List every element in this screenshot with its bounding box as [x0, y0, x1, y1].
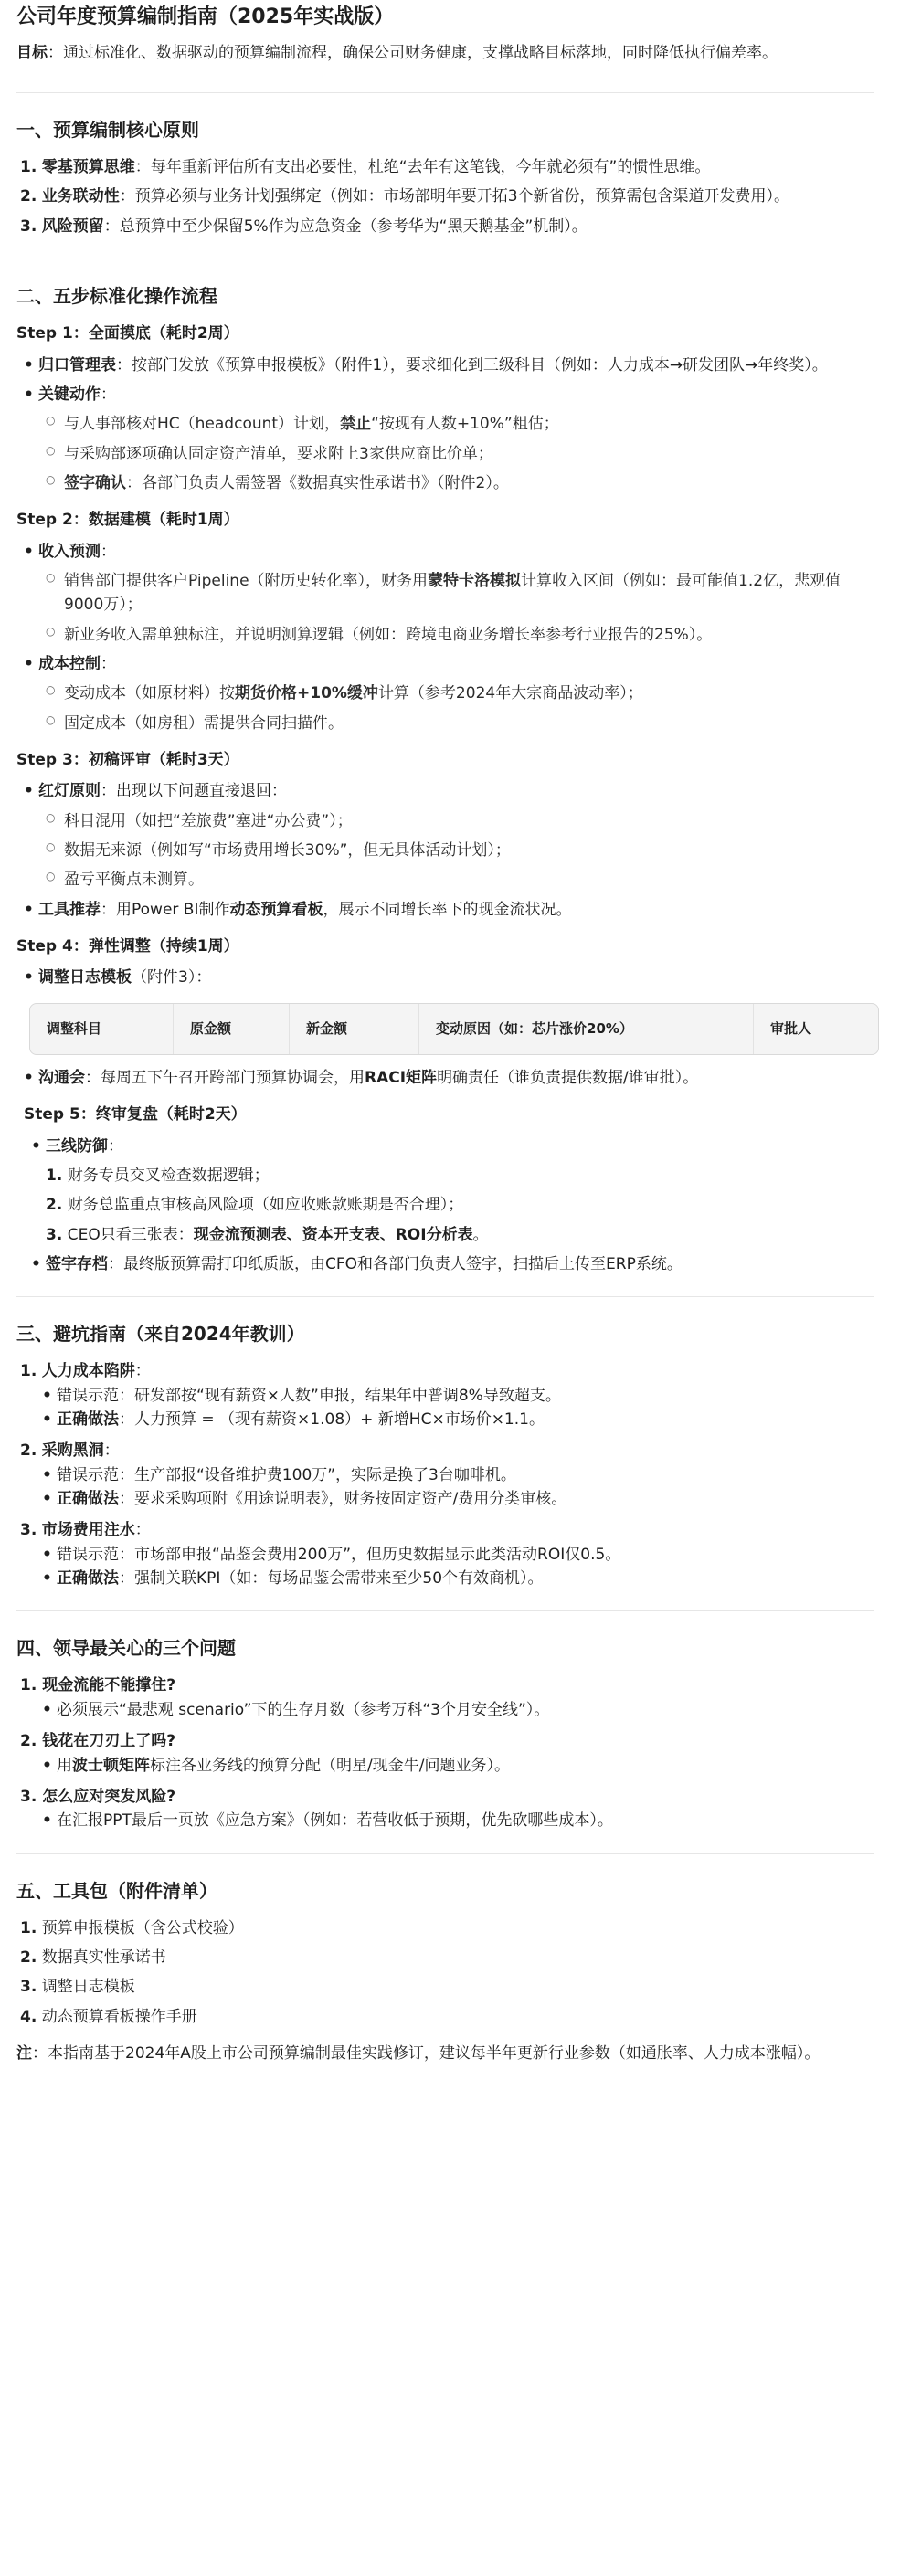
item-text: ： [108, 1136, 123, 1156]
item-emphasis: 现金流预测表、资本开支表、ROI分析表 [193, 1225, 473, 1244]
list-item [16, 966, 874, 989]
item-text: 与采购部逐项确认固定资产清单，要求附上3家供应商比价单； [64, 444, 493, 463]
item-emphasis: 签字确认 [64, 473, 126, 492]
item-title: 签字存档 [46, 1255, 108, 1274]
item-text: ：各部门负责人需签署《数据真实性承诺书》（附件2）。 [126, 473, 509, 492]
list-item [16, 1066, 874, 1090]
list-item [16, 1946, 874, 1969]
question-text: 现金流能不能撑住? [42, 1676, 176, 1695]
item-text: ：要求采购项附《用途说明表》，财务按固定资产/费用分类审核。 [119, 1490, 567, 1509]
list-number: 3. [20, 1787, 37, 1806]
item-text: ：出现以下问题直接退回： [101, 782, 287, 801]
step-5-heading: Step 5：终审复盘（耗时2天） [24, 1105, 247, 1124]
item-text: ：预算必须与业务计划强绑定（例如：市场部明年要开拓3个新省份，预算需包含渠道开发费用）。 [119, 187, 790, 206]
item-text: 明确责任（谁负责提供数据/谁审批）。 [437, 1068, 699, 1087]
divider [16, 1853, 874, 1854]
item-text: 变动成本（如原材料）按 [64, 684, 235, 703]
sub-list-item [16, 471, 874, 495]
list-item [16, 652, 874, 676]
sub-list-item [16, 1384, 874, 1408]
pitfall-list [16, 1359, 874, 1590]
page-title: 公司年度预算编制指南（2025年实战版） [16, 5, 395, 28]
table-header-cell: 变动原因（如：芯片涨价20%） [419, 1004, 754, 1054]
item-text: 错误示范：生产部报“设备维护费100万”，实际是换了3台咖啡机。 [57, 1465, 516, 1484]
list-item [16, 354, 874, 377]
item-text: ： [101, 385, 116, 404]
list-item [16, 155, 874, 179]
item-text: 预算申报模板（含公式校验） [41, 1918, 244, 1937]
footnote-text: ：本指南基于2024年A股上市公司预算编制最佳实践修订，建议每半年更新行业参数（如通胀率、人力成本涨幅）。 [32, 2043, 821, 2063]
item-text: ：人力预算 = （现有薪资×1.08）+ 新增HC×市场价×1.1。 [119, 1410, 545, 1430]
footnote [16, 2042, 874, 2065]
section-1-heading: 一、预算编制核心原则 [16, 119, 199, 142]
step-4-list [16, 966, 874, 989]
answer-item [16, 1809, 874, 1832]
sub-list-item [16, 1487, 874, 1511]
list-item [16, 2005, 874, 2029]
section-3-heading: 三、避坑指南（来自2024年教训） [16, 1323, 305, 1346]
item-text: ：总预算中至少保留5%作为应急资金（参考华为“黑天鹅基金”机制）。 [103, 216, 588, 236]
item-text: ： [101, 654, 116, 673]
list-number: 3. [46, 1225, 63, 1244]
item-emphasis: 蒙特卡洛模拟 [428, 571, 522, 590]
item-text: 财务专员交叉检查数据逻辑； [67, 1167, 270, 1186]
questions-list [16, 1673, 874, 1832]
item-text: 数据真实性承诺书 [41, 1948, 166, 1967]
sub-list-item [16, 839, 874, 862]
item-text: （附件3）： [132, 968, 212, 987]
item-title: 沟通会 [38, 1068, 85, 1087]
section-4-heading: 四、领导最关心的三个问题 [16, 1637, 236, 1660]
step-4-heading: Step 4：弹性调整（持续1周） [16, 937, 239, 956]
sub-list-item [16, 681, 874, 705]
item-text: 新业务收入需单独标注，并说明测算逻辑（例如：跨境电商业务增长率参考行业报告的25%）。 [64, 625, 713, 644]
item-text: 错误示范：研发部按“现有薪资×人数”申报，结果年中普调8%导致超支。 [57, 1386, 561, 1405]
section-5-heading: 五、工具包（附件清单） [16, 1879, 217, 1902]
list-item [16, 215, 874, 238]
item-text: 。 [472, 1225, 489, 1244]
sub-list-item [16, 1567, 874, 1590]
item-title: 风险预留 [41, 216, 104, 236]
list-item [16, 1975, 874, 1999]
item-title: 人力成本陷阱 [41, 1362, 135, 1381]
sub-list-item [16, 442, 874, 466]
table-header-row [30, 1004, 878, 1054]
sub-list-item [16, 868, 874, 892]
footnote-label: 注 [16, 2043, 32, 2063]
list-item [24, 1135, 874, 1158]
step-1-list [16, 354, 874, 496]
answer-item [16, 1754, 874, 1778]
step-2-heading: Step 2：数据建模（耗时1周） [16, 511, 239, 530]
list-number: 2. [20, 187, 37, 206]
item-title: 关键动作 [38, 385, 101, 404]
question-text: 怎么应对突发风险? [42, 1787, 176, 1806]
item-emphasis: 动态预算看板 [229, 900, 323, 919]
list-item [46, 1193, 874, 1217]
item-emphasis: 正确做法 [57, 1490, 119, 1509]
sub-list-item [16, 1463, 874, 1487]
list-item: 3. 市场费用注水： [20, 1521, 151, 1540]
list-item [16, 898, 874, 922]
item-title: 成本控制 [38, 654, 101, 673]
sub-list-item [16, 623, 874, 647]
list-number: 2. [20, 1441, 37, 1461]
item-text: ：按部门发放《预算申报模板》（附件1），要求细化到三级科目（例如：人力成本→研发团队→年终奖）。 [116, 355, 828, 375]
step-3-heading: Step 3：初稿评审（耗时3天） [16, 750, 239, 769]
list-item [16, 540, 874, 564]
item-title: 工具推荐 [38, 900, 101, 919]
principles-list [16, 155, 874, 238]
item-text: 动态预算看板操作手册 [41, 2007, 197, 2026]
list-number: 2. [20, 1948, 37, 1967]
list-number: 1. [20, 158, 37, 177]
section-2-heading: 二、五步标准化操作流程 [16, 285, 217, 308]
question-text: 钱花在刀刃上了吗? [42, 1732, 176, 1751]
item-text: ：每周五下午召开跨部门预算协调会，用 [85, 1068, 365, 1087]
item-text: 用 [57, 1756, 72, 1775]
list-item [16, 383, 874, 406]
item-text: ：最终版预算需打印纸质版，由CFO和各部门负责人签字，扫描后上传至ERP系统。 [108, 1255, 683, 1274]
list-number: 2. [46, 1196, 63, 1215]
list-number: 3. [20, 1978, 37, 1997]
item-emphasis: 波士顿矩阵 [72, 1756, 150, 1775]
list-item [16, 1916, 874, 1940]
item-text: 数据无来源（例如写“市场费用增长30%”，但无具体活动计划）； [64, 841, 511, 860]
list-number: 3. [20, 216, 37, 236]
list-item [46, 1223, 874, 1247]
item-title: 采购黑洞 [41, 1441, 104, 1461]
list-item [16, 779, 874, 803]
defense-lines-list [24, 1164, 874, 1247]
list-number: 2. [20, 1732, 37, 1751]
item-text: 调整日志模板 [41, 1978, 135, 1997]
table-header-cell: 新金额 [290, 1004, 419, 1054]
list-item [46, 1164, 874, 1188]
sub-list-item [16, 412, 874, 436]
item-title: 收入预测 [38, 542, 101, 561]
item-text: 财务总监重点审核高风险项（如应收账款账期是否合理）； [67, 1196, 464, 1215]
answer-item [16, 1698, 874, 1722]
item-text: 科目混用（如把“差旅费”塞进“办公费”）； [64, 811, 353, 830]
toolkit-list [16, 1916, 874, 2029]
sub-list-item [16, 569, 874, 618]
item-text: ：强制关联KPI（如：每场品鉴会需带来至少50个有效商机）。 [119, 1569, 544, 1589]
item-text: 在汇报PPT最后一页放《应急方案》（例如：若营收低于预期，优先砍哪些成本）。 [57, 1811, 613, 1831]
list-number: 1. [46, 1167, 63, 1186]
step-2-list [16, 540, 874, 735]
question-item [16, 1729, 874, 1753]
item-text: 错误示范：市场部申报“品鉴会费用200万”，但历史数据显示此类活动ROI仅0.5。 [57, 1545, 621, 1564]
table-header-cell: 调整科目 [30, 1004, 174, 1054]
sub-list-item [16, 1543, 874, 1567]
item-emphasis: 正确做法 [57, 1569, 119, 1589]
list-item [24, 1252, 874, 1276]
item-title: 调整日志模板 [38, 968, 132, 987]
item-title: 市场费用注水 [41, 1521, 135, 1540]
item-title: 零基预算思维 [41, 158, 135, 177]
item-text: “按现有人数+10%”粗估； [371, 415, 559, 434]
item-text: ，展示不同增长率下的现金流状况。 [323, 900, 572, 919]
item-emphasis: 禁止 [340, 415, 372, 434]
item-title: 归口管理表 [38, 355, 116, 375]
item-text: CEO只看三张表： [67, 1225, 194, 1244]
item-emphasis: RACI矩阵 [365, 1068, 438, 1087]
step-1-heading: Step 1：全面摸底（耗时2周） [16, 324, 239, 343]
sub-list-item [16, 1408, 874, 1431]
divider [16, 92, 874, 93]
item-emphasis: 正确做法 [57, 1410, 119, 1430]
item-text: 销售部门提供客户Pipeline（附历史转化率），财务用 [64, 571, 429, 590]
item-text: 必须展示“最悲观 scenario”下的生存月数（参考万科“3个月安全线”）。 [57, 1700, 550, 1719]
divider [16, 1296, 874, 1297]
item-text: 计算（参考2024年大宗商品波动率）； [377, 684, 643, 703]
adjustment-log-table [29, 1003, 879, 1055]
step-5-list-continued [24, 1252, 874, 1276]
question-item [16, 1673, 874, 1697]
list-number: 1. [20, 1676, 37, 1695]
list-number: 4. [20, 2007, 37, 2026]
list-number: 1. [20, 1918, 37, 1937]
goal-text: ：通过标准化、数据驱动的预算编制流程，确保公司财务健康，支撑战略目标落地，同时降低执行偏差率。 [48, 43, 778, 62]
list-item: 2. 采购黑洞： [20, 1441, 120, 1461]
divider [16, 1610, 874, 1611]
item-text: ：用Power BI制作 [101, 900, 230, 919]
item-text: 与人事部核对HC（headcount）计划， [64, 415, 341, 434]
question-item [16, 1785, 874, 1809]
item-text: ： [101, 542, 116, 561]
item-text: 标注各业务线的预算分配（明星/现金牛/问题业务）。 [150, 1756, 510, 1775]
item-text: ：每年重新评估所有支出必要性，杜绝“去年有这笔钱，今年就必须有”的惯性思维。 [134, 158, 711, 177]
sub-list-item [16, 712, 874, 735]
item-title: 红灯原则 [38, 782, 101, 801]
step-3-list [16, 779, 874, 922]
step-5-list [24, 1135, 874, 1158]
list-number: 1. [20, 1362, 37, 1381]
table-header-cell: 审批人 [770, 1019, 812, 1037]
item-text: 盈亏平衡点未测算。 [64, 871, 204, 890]
goal-paragraph [16, 41, 874, 65]
sub-list-item [16, 809, 874, 833]
list-item [16, 185, 874, 208]
item-text: 计算收入区间（例如：最可能值1.2亿，悲观值9000万）； [64, 571, 842, 615]
item-emphasis: 期货价格+10%缓冲 [235, 684, 378, 703]
item-title: 业务联动性 [41, 187, 120, 206]
list-number: 3. [20, 1521, 37, 1540]
list-item: 1. 人力成本陷阱： [20, 1362, 151, 1381]
goal-label: 目标 [16, 43, 48, 62]
item-text: 固定成本（如房租）需提供合同扫描件。 [64, 713, 344, 733]
table-header-cell: 原金额 [174, 1004, 290, 1054]
item-title: 三线防御 [46, 1136, 108, 1156]
step-4-list-continued [16, 1066, 874, 1090]
